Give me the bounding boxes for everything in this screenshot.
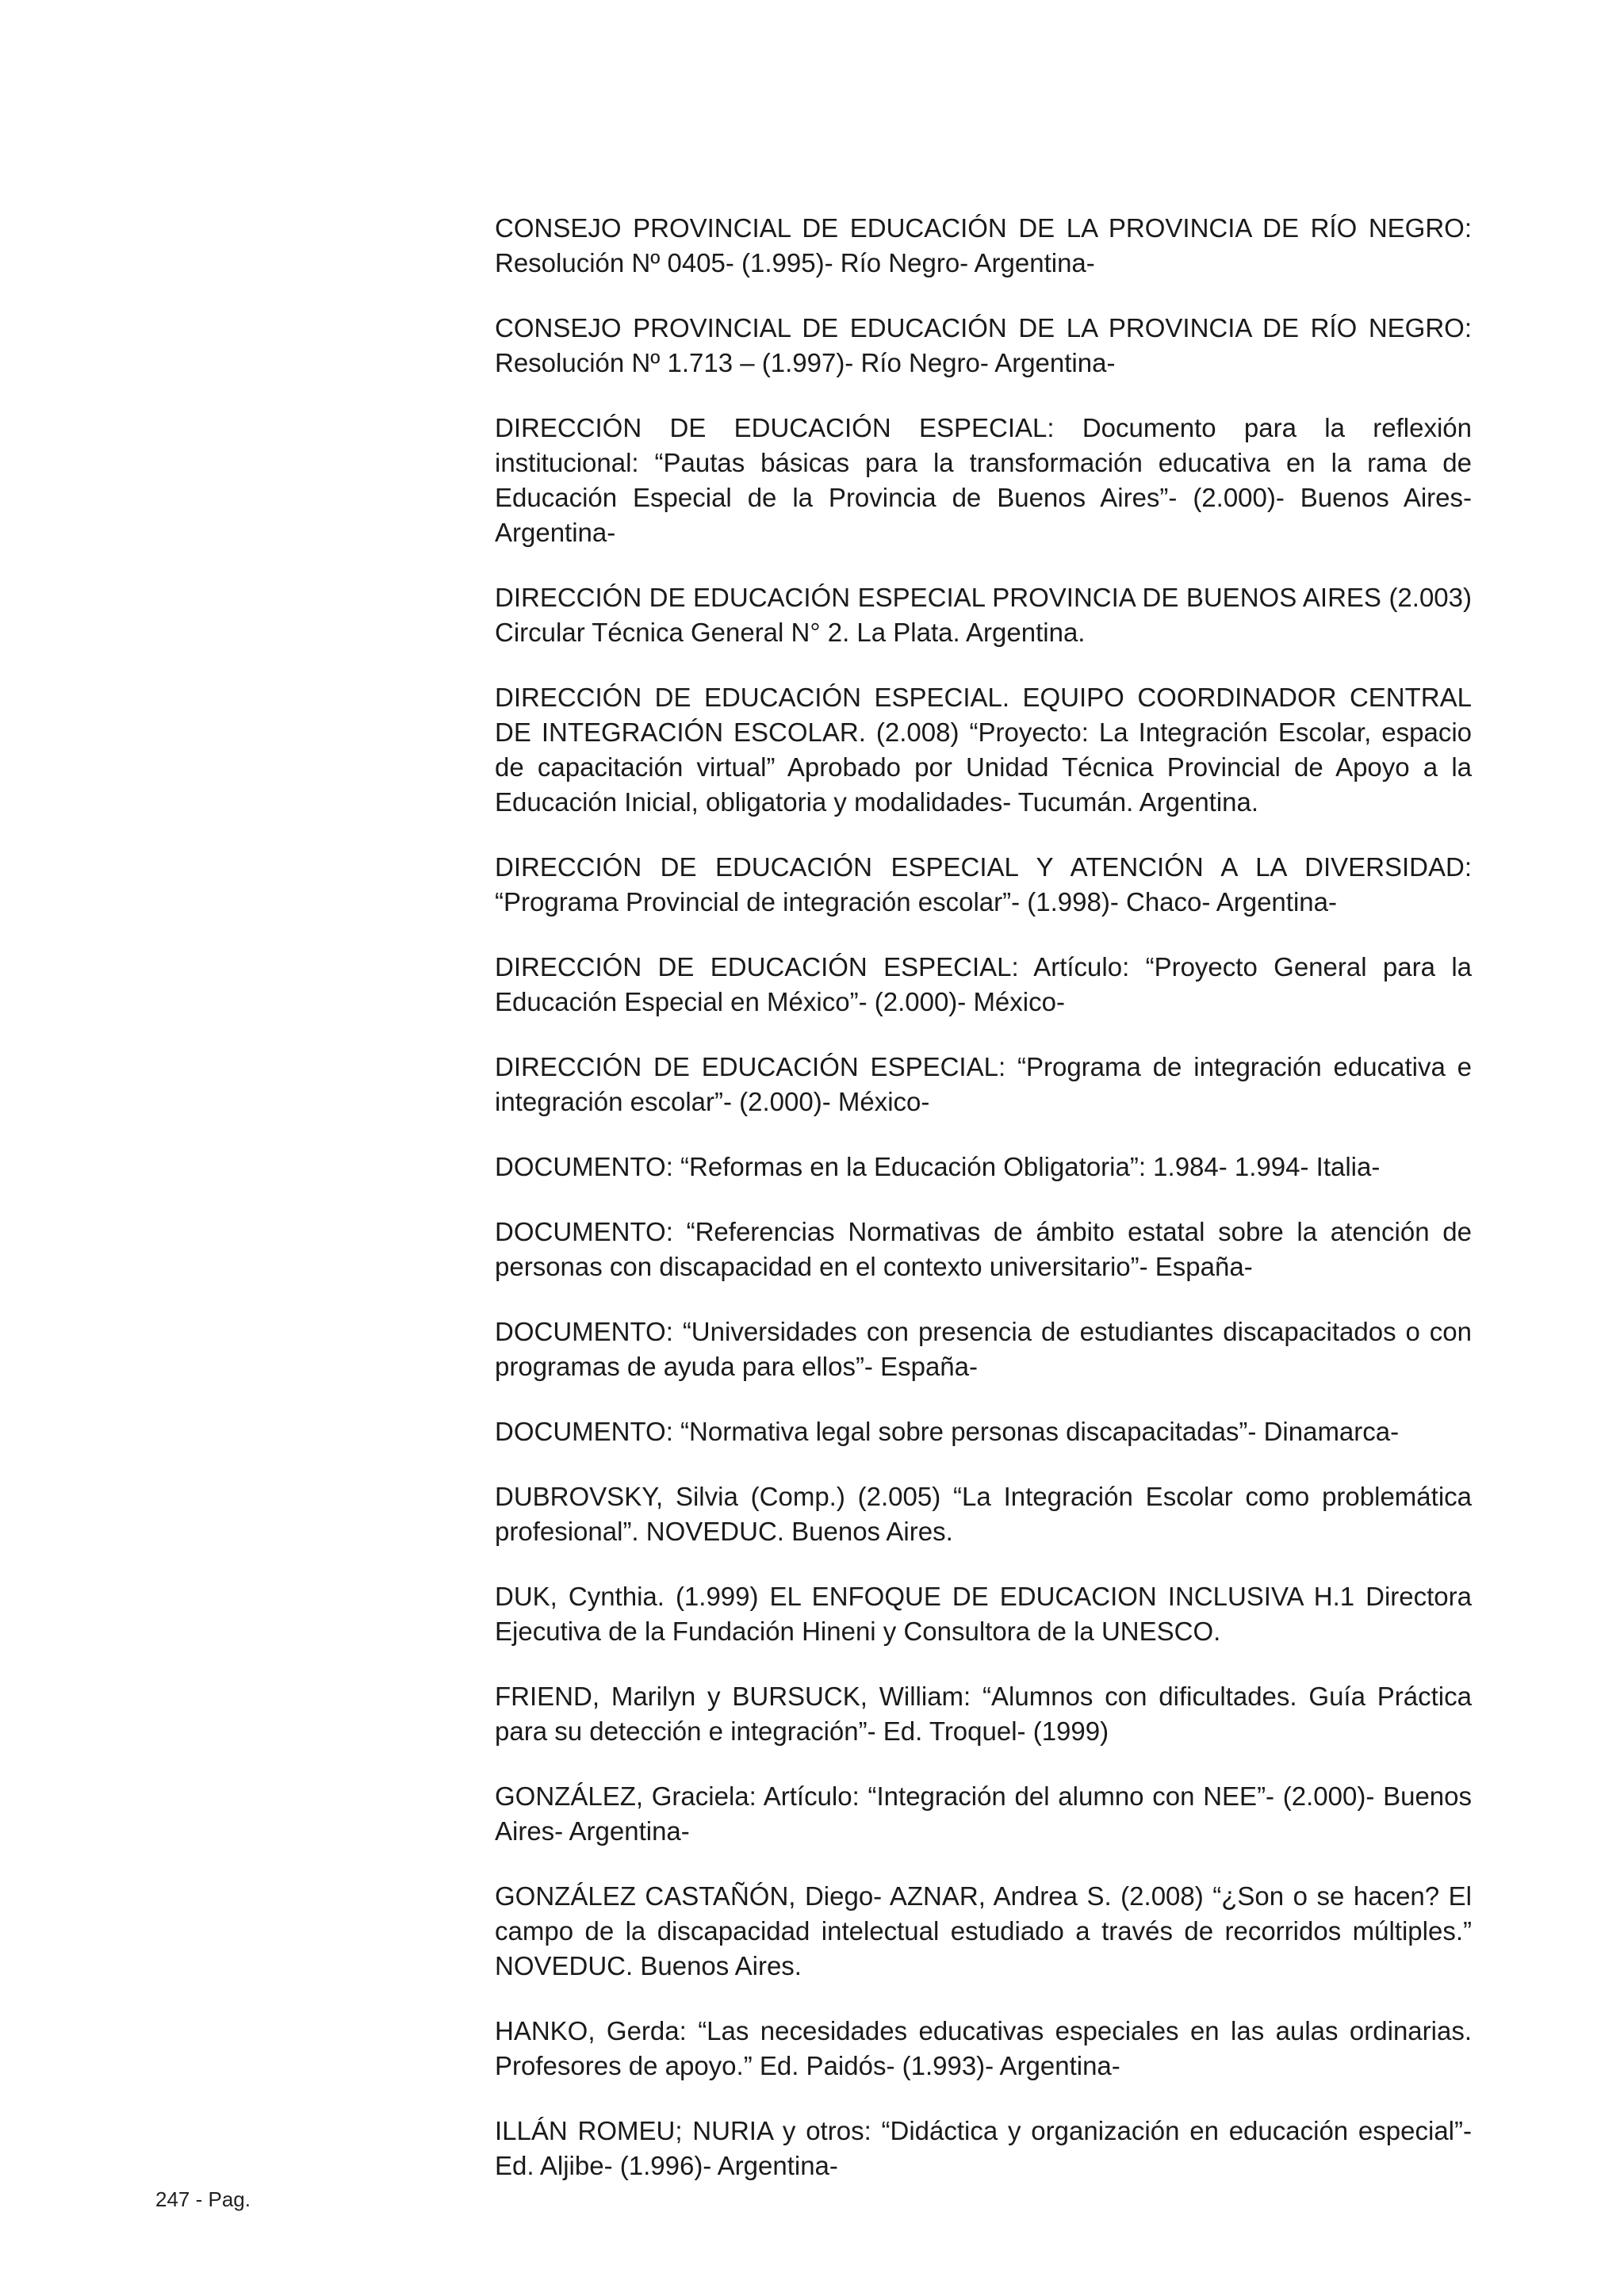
bibliography-entry: GONZÁLEZ CASTAÑÓN, Diego- AZNAR, Andrea S. (2.008) “¿Son o se hacen? El campo de la discapacidad intelectual estudiado a través de recorridos múltiples.” NOVEDUC. Buenos Aires. (495, 1881, 1472, 1980)
bibliography-entry: FRIEND, Marilyn y BURSUCK, William: “Alumnos con dificultades. Guía Práctica para su detección e integración”- Ed. Troquel- (1999) (495, 1682, 1472, 1746)
bibliography-entry: DIRECCIÓN DE EDUCACIÓN ESPECIAL: Documento para la reflexión institucional: “Pautas básicas para la transformación educativa en la rama de Educación Especial de la Provincia de Buenos Aires”- (2.000)- Buenos Aires- Argentina- (495, 413, 1472, 547)
bibliography-entry: DIRECCIÓN DE EDUCACIÓN ESPECIAL PROVINCIA DE BUENOS AIRES (2.003) Circular Técnica General N° 2. La Plata. Argentina. (495, 583, 1472, 647)
bibliography-entry: DIRECCIÓN DE EDUCACIÓN ESPECIAL: Artículo: “Proyecto General para la Educación Especial en México”- (2.000)- México- (495, 952, 1472, 1016)
bibliography-entry: DIRECCIÓN DE EDUCACIÓN ESPECIAL. EQUIPO COORDINADOR CENTRAL DE INTEGRACIÓN ESCOLAR. (2.008) “Proyecto: La Integración Escolar, espacio de capacitación virtual” Aprobado por Unidad Técnica Provincial de Apoyo a la Educación Inicial, obligatoria y modalidades- Tucumán. Argentina. (495, 683, 1472, 817)
bibliography-entry: DIRECCIÓN DE EDUCACIÓN ESPECIAL: “Programa de integración educativa e integración escolar”- (2.000)- México- (495, 1052, 1472, 1116)
bibliography-entry: CONSEJO PROVINCIAL DE EDUCACIÓN DE LA PROVINCIA DE RÍO NEGRO: Resolución Nº 1.713 – (1.997)- Río Negro- Argentina- (495, 313, 1472, 377)
bibliography-entry: DOCUMENTO: “Universidades con presencia de estudiantes discapacitados o con programas de ayuda para ellos”- España- (495, 1317, 1472, 1381)
bibliography-entry: DOCUMENTO: “Reformas en la Educación Obligatoria”: 1.984- 1.994- Italia- (495, 1152, 1381, 1181)
page-number: 247 - Pag. (155, 2187, 251, 2211)
bibliography-entry: CONSEJO PROVINCIAL DE EDUCACIÓN DE LA PROVINCIA DE RÍO NEGRO: Resolución Nº 0405- (1.995)- Río Negro- Argentina- (495, 213, 1472, 277)
bibliography-list (495, 211, 1472, 2214)
bibliography-entry: GONZÁLEZ, Graciela: Artículo: “Integración del alumno con NEE”- (2.000)- Buenos Aires- Argentina- (495, 1781, 1472, 1846)
bibliography-entry: DIRECCIÓN DE EDUCACIÓN ESPECIAL Y ATENCIÓN A LA DIVERSIDAD: “Programa Provincial de integración escolar”- (1.998)- Chaco- Argentina- (495, 852, 1472, 916)
bibliography-entry: ILLÁN ROMEU; NURIA y otros: “Didáctica y organización en educación especial”- Ed. Aljibe- (1.996)- Argentina- (495, 2116, 1472, 2180)
bibliography-entry: DOCUMENTO: “Referencias Normativas de ámbito estatal sobre la atención de personas con discapacidad en el contexto universitario”- España- (495, 1217, 1472, 1281)
bibliography-entry: HANKO, Gerda: “Las necesidades educativas especiales en las aulas ordinarias. Profesores de apoyo.” Ed. Paidós- (1.993)- Argentina- (495, 2016, 1472, 2080)
bibliography-entry: DUBROVSKY, Silvia (Comp.) (2.005) “La Integración Escolar como problemática profesional”. NOVEDUC. Buenos Aires. (495, 1482, 1472, 1546)
bibliography-entry: DOCUMENTO: “Normativa legal sobre personas discapacitadas”- Dinamarca- (495, 1417, 1400, 1446)
bibliography-entry: DUK, Cynthia. (1.999) EL ENFOQUE DE EDUCACION INCLUSIVA H.1 Directora Ejecutiva de la Fundación Hineni y Consultora de la UNESCO. (495, 1582, 1472, 1646)
